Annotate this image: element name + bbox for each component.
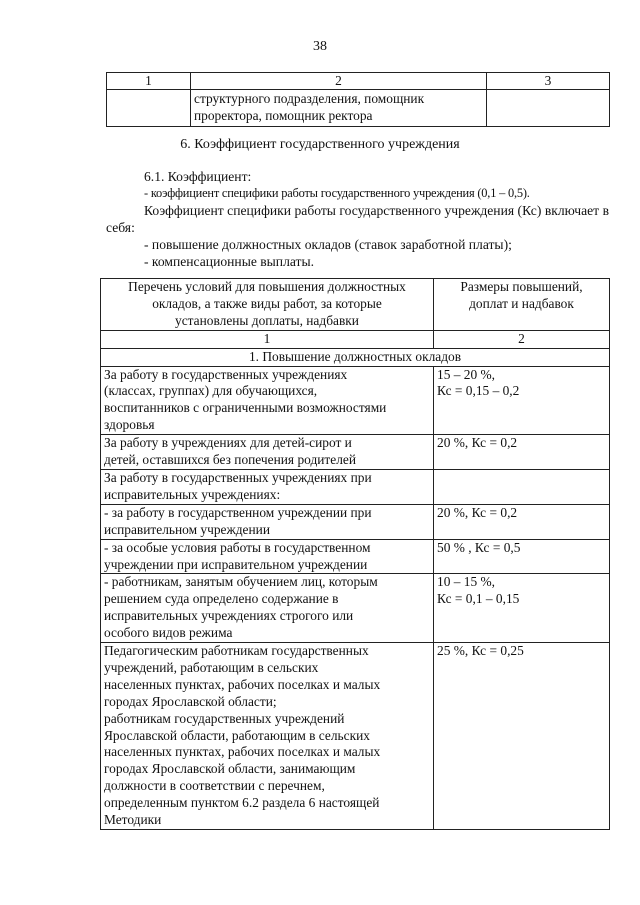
cell-line: 15 – 20 %, xyxy=(437,366,496,382)
condition-cell xyxy=(101,504,434,539)
section-row xyxy=(101,348,610,366)
cell-line: - за работу в государственном учреждении при xyxy=(104,504,372,520)
size-cell xyxy=(434,366,610,435)
column-number-2: 2 xyxy=(434,330,610,348)
cell-line: детей, оставшихся без попечения родителей xyxy=(104,452,357,468)
section-title: 6. Коэффициент государственного учреждения xyxy=(180,137,460,152)
table-row xyxy=(101,435,610,470)
cell-line: Ярославской области, работающим в сельских xyxy=(104,727,370,743)
cell-line: Кс = 0,15 – 0,2 xyxy=(437,383,520,399)
cell-line: населенных пунктах, рабочих поселках и малых xyxy=(104,676,381,692)
header-line: окладов, а также виды работ, за которые xyxy=(152,295,382,311)
paragraph-specificity-range: - коэффициент специфики работы государственного учреждения (0,1 – 0,5). xyxy=(144,186,530,200)
cell-line: За работу в государственных учреждениях при xyxy=(104,469,372,485)
cell-line: 20 %, Кс = 0,2 xyxy=(437,435,518,451)
cell-line: - работникам, занятым обучением лиц, которым xyxy=(104,574,378,590)
cell-line: Педагогическим работникам государственных xyxy=(104,643,369,659)
header-line: Размеры повышений, xyxy=(460,279,583,294)
paragraph-6-1: 6.1. Коэффициент: xyxy=(144,169,252,184)
table-cell xyxy=(487,90,610,127)
column-number-1: 1 xyxy=(101,330,434,348)
cell-line: структурного подразделения, помощник xyxy=(194,91,425,106)
column-number-3: 3 xyxy=(487,73,610,90)
size-cell xyxy=(434,574,610,643)
cell-line: решением суда определено содержание в xyxy=(104,591,339,607)
table-header-row xyxy=(101,279,610,331)
size-cell xyxy=(434,504,610,539)
header-line: доплат и надбавок xyxy=(469,295,574,311)
column-number-1: 1 xyxy=(107,73,191,90)
size-cell xyxy=(434,469,610,504)
page-number: 38 xyxy=(313,39,327,54)
cell-line: учреждении при исправительном учреждении xyxy=(104,556,368,572)
table-row xyxy=(107,90,610,127)
table-header-row xyxy=(107,73,610,90)
conditions-table xyxy=(100,278,610,830)
cell-line: 20 %, Кс = 0,2 xyxy=(437,504,518,520)
cell-line: - за особые условия работы в государственном xyxy=(104,539,371,555)
condition-cell xyxy=(101,469,434,504)
cell-line: проректора, помощник ректора xyxy=(194,108,373,123)
table-row xyxy=(101,539,610,574)
cell-line: Методики xyxy=(104,812,162,828)
header-line: установлены доплаты, надбавки xyxy=(175,312,359,328)
table-row xyxy=(101,574,610,643)
size-cell xyxy=(434,435,610,470)
paragraph-includes: Коэффициент специфики работы государственного учреждения (Кс) включает в себя: xyxy=(106,203,609,235)
cell-line: 10 – 15 %, xyxy=(437,574,496,590)
table-row xyxy=(101,643,610,830)
size-cell xyxy=(434,643,610,830)
cell-line: городах Ярославской области; xyxy=(104,693,277,709)
table-row xyxy=(101,504,610,539)
header-conditions xyxy=(101,279,434,331)
condition-cell xyxy=(101,574,434,643)
size-cell xyxy=(434,539,610,574)
list-item-compensation: - компенсационные выплаты. xyxy=(144,254,315,269)
cell-line: исправительных учреждениях: xyxy=(104,486,281,502)
cell-line: определенным пунктом 6.2 раздела 6 настоящей xyxy=(104,795,380,811)
cell-line: исправительных учреждениях строгого или xyxy=(104,608,354,624)
cell-line: 50 % , Кс = 0,5 xyxy=(437,539,521,555)
cell-line: здоровья xyxy=(104,417,155,433)
cell-line: (классах, группах) для обучающихся, xyxy=(104,383,318,399)
table-cell xyxy=(191,90,487,127)
cell-line: Кс = 0,1 – 0,15 xyxy=(437,591,520,607)
column-number-row xyxy=(101,330,610,348)
table-cell xyxy=(107,90,191,127)
condition-cell xyxy=(101,366,434,435)
cell-line: За работу в государственных учреждениях xyxy=(104,366,348,382)
header-line: Перечень условий для повышения должностных xyxy=(128,279,406,294)
table-row xyxy=(101,469,610,504)
cell-line: работникам государственных учреждений xyxy=(104,710,345,726)
cell-line: городах Ярославской области, занимающим xyxy=(104,761,356,777)
cell-line: должности в соответствии с перечнем, xyxy=(104,778,325,794)
cell-line: За работу в учреждениях для детей-сирот и xyxy=(104,435,352,451)
table-row xyxy=(101,366,610,435)
list-item-salary-raise: - повышение должностных окладов (ставок заработной платы); xyxy=(144,237,512,252)
condition-cell xyxy=(101,643,434,830)
condition-cell xyxy=(101,435,434,470)
condition-cell xyxy=(101,539,434,574)
cell-line: населенных пунктах, рабочих поселках и малых xyxy=(104,744,381,760)
cell-line: воспитанников с ограниченными возможностями xyxy=(104,400,387,416)
continued-table xyxy=(106,72,610,127)
cell-line: особого видов режима xyxy=(104,625,233,641)
section-heading-cell: 1. Повышение должностных окладов xyxy=(101,348,610,366)
column-number-2: 2 xyxy=(191,73,487,90)
cell-line: учреждений, работающим в сельских xyxy=(104,659,319,675)
header-sizes xyxy=(434,279,610,331)
cell-line: исправительном учреждении xyxy=(104,521,270,537)
cell-line: 25 %, Кс = 0,25 xyxy=(437,643,524,659)
